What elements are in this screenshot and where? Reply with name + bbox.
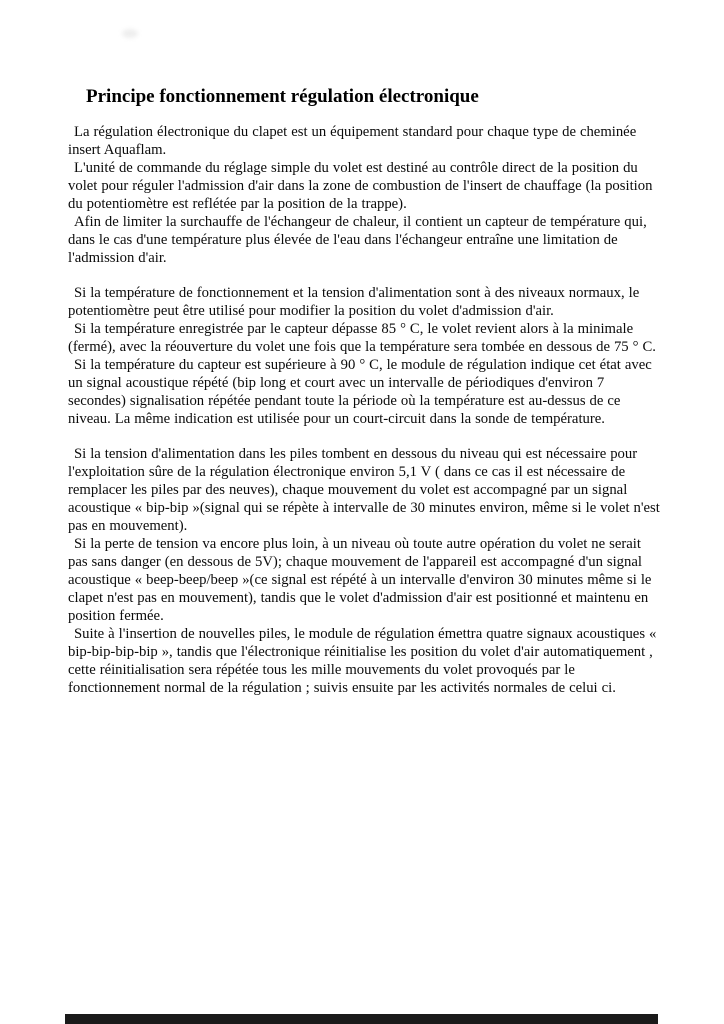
paragraph: Si la perte de tension va encore plus loin, à un niveau où toute autre opération du volet ne serait pas sans danger (en dessous de 5V); chaque mouvement de l'appareil est accompagné d'un signal acoustique « beep-beep/beep »(ce signal est répété à un intervalle d'environ 30 minutes même si le clapet n'est pas en mouvement), tandis que le volet d'admission d'air est positionné et maintenu en position fermée. [68, 536, 652, 624]
paragraph: Si la température enregistrée par le capteur dépasse 85 ° C, le volet revient alors à la minimale (fermé), avec la réouverture du volet une fois que la température sera tombée en dessous de 75 ° C. [68, 321, 656, 355]
paragraph: Si la température du capteur est supérieure à 90 ° C, le module de régulation indique cet état avec un signal acoustique répété (bip long et court avec un intervalle de périodiques d'environ 7 secondes) signalisation répétée pendant toute la période où la température est au-dessus de ce niveau. La même indication est utilisée pour un court-circuit dans la sonde de température. [68, 357, 652, 427]
smudge-mark [122, 29, 138, 38]
document-content [68, 86, 660, 697]
paragraph: Si la tension d'alimentation dans les piles tombent en dessous du niveau qui est nécessaire pour l'exploitation sûre de la régulation électronique environ 5,1 V ( dans ce cas il est nécessaire de remplacer les piles par des neuves), chaque mouvement du volet est accompagné par un signal acoustique « bip-bip »(signal qui se répète à intervalle de 30 minutes environ, même si le volet n'est pas en mouvement). [68, 446, 660, 534]
page-title: Principe fonctionnement régulation électronique [86, 86, 479, 107]
paragraph: L'unité de commande du réglage simple du volet est destiné au contrôle direct de la position du volet pour réguler l'admission d'air dans la zone de combustion de l'insert de chauffage (la position du potentiomètre est reflétée par la position de la trappe). [68, 160, 653, 212]
paragraph: Suite à l'insertion de nouvelles piles, le module de régulation émettra quatre signaux acoustiques « bip-bip-bip-bip », tandis que l'électronique réinitialise les position du volet d'air automatiquement , cette réinitialisation sera répétée tous les mille mouvements du volet provoqués par le fonctionnement normal de la régulation ; suivis ensuite par les activités normales de celui ci. [68, 626, 657, 696]
bottom-bar [65, 1014, 658, 1024]
paragraph: Afin de limiter la surchauffe de l'échangeur de chaleur, il contient un capteur de température qui, dans le cas d'une température plus élevée de l'eau dans l'échangeur entraîne une limitation de l'admission d'air. [68, 214, 647, 266]
paragraph: Si la température de fonctionnement et la tension d'alimentation sont à des niveaux normaux, le potentiomètre peut être utilisé pour modifier la position du volet d'admission d'air. [68, 285, 640, 319]
paragraph: La régulation électronique du clapet est un équipement standard pour chaque type de cheminée insert Aquaflam. [68, 124, 637, 158]
